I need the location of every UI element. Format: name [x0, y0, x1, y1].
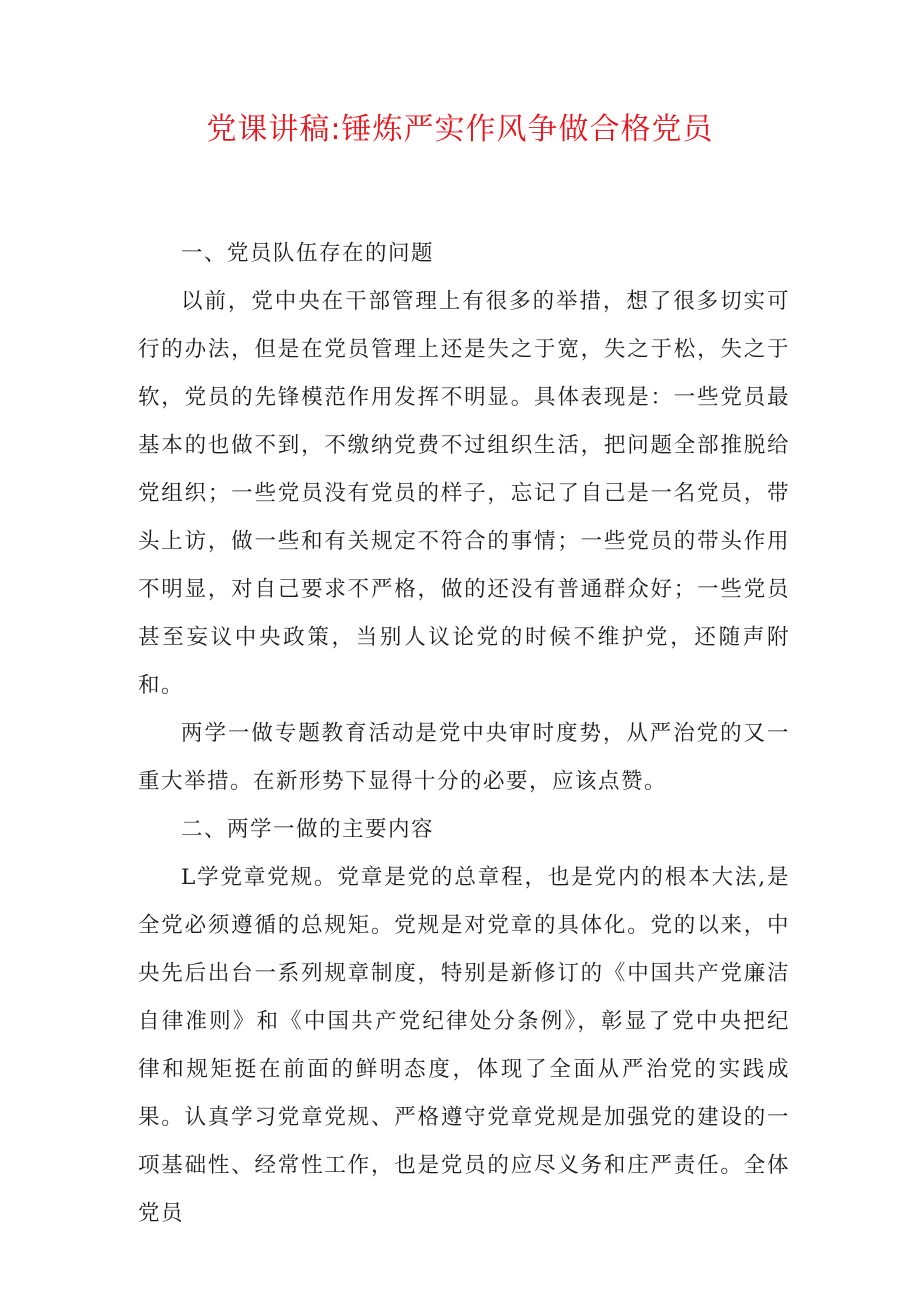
section-heading-1: 一、党员队伍存在的问题: [181, 241, 435, 266]
paragraph-problems: 以前，党中央在干部管理上有很多的举措，想了很多切实可行的办法，但是在党员管理上还是失之于宽，失之于松，失之于软，党员的先锋模范作用发挥不明显。具体表现是：一些党员最基本的也做不到，不缴纳党费不过组织生活，把问题全部推脱给党组织；一些党员没有党员的样子，忘记了自己是一名党员，带头上访，做一些和有关规定不符合的事情；一些党员的带头作用不明显，对自己要求不严格，做的还没有普通群众好；一些党员甚至妄议中央政策，当别人议论党的时候不维护党，还随声附和。: [138, 289, 790, 698]
paragraph-campaign: 两学一做专题教育活动是党中央审时度势，从严治党的又一重大举措。在新形势下显得十分的必要，应该点赞。: [138, 721, 790, 794]
section-heading-2: 二、两学一做的主要内容: [181, 817, 435, 842]
document-body: [138, 230, 790, 1238]
document-title: 党课讲稿:锤炼严实作风争做合格党员: [206, 112, 714, 147]
paragraph-party-rules: L学党章党规。党章是党的总章程，也是党内的根本大法,是全党必须遵循的总规矩。党规是对党章的具体化。党的以来，中央先后出台一系列规章制度，特别是新修订的《中国共产党廉洁自律准则》和《中国共产党纪律处分条例》，彰显了党中央把纪律和规矩挺在前面的鲜明态度，体现了全面从严治党的实践成果。认真学习党章党规、严格遵守党章党规是加强党的建设的一项基础性、经常性工作，也是党员的应尽义务和庄严责任。全体党员: [138, 865, 790, 1226]
